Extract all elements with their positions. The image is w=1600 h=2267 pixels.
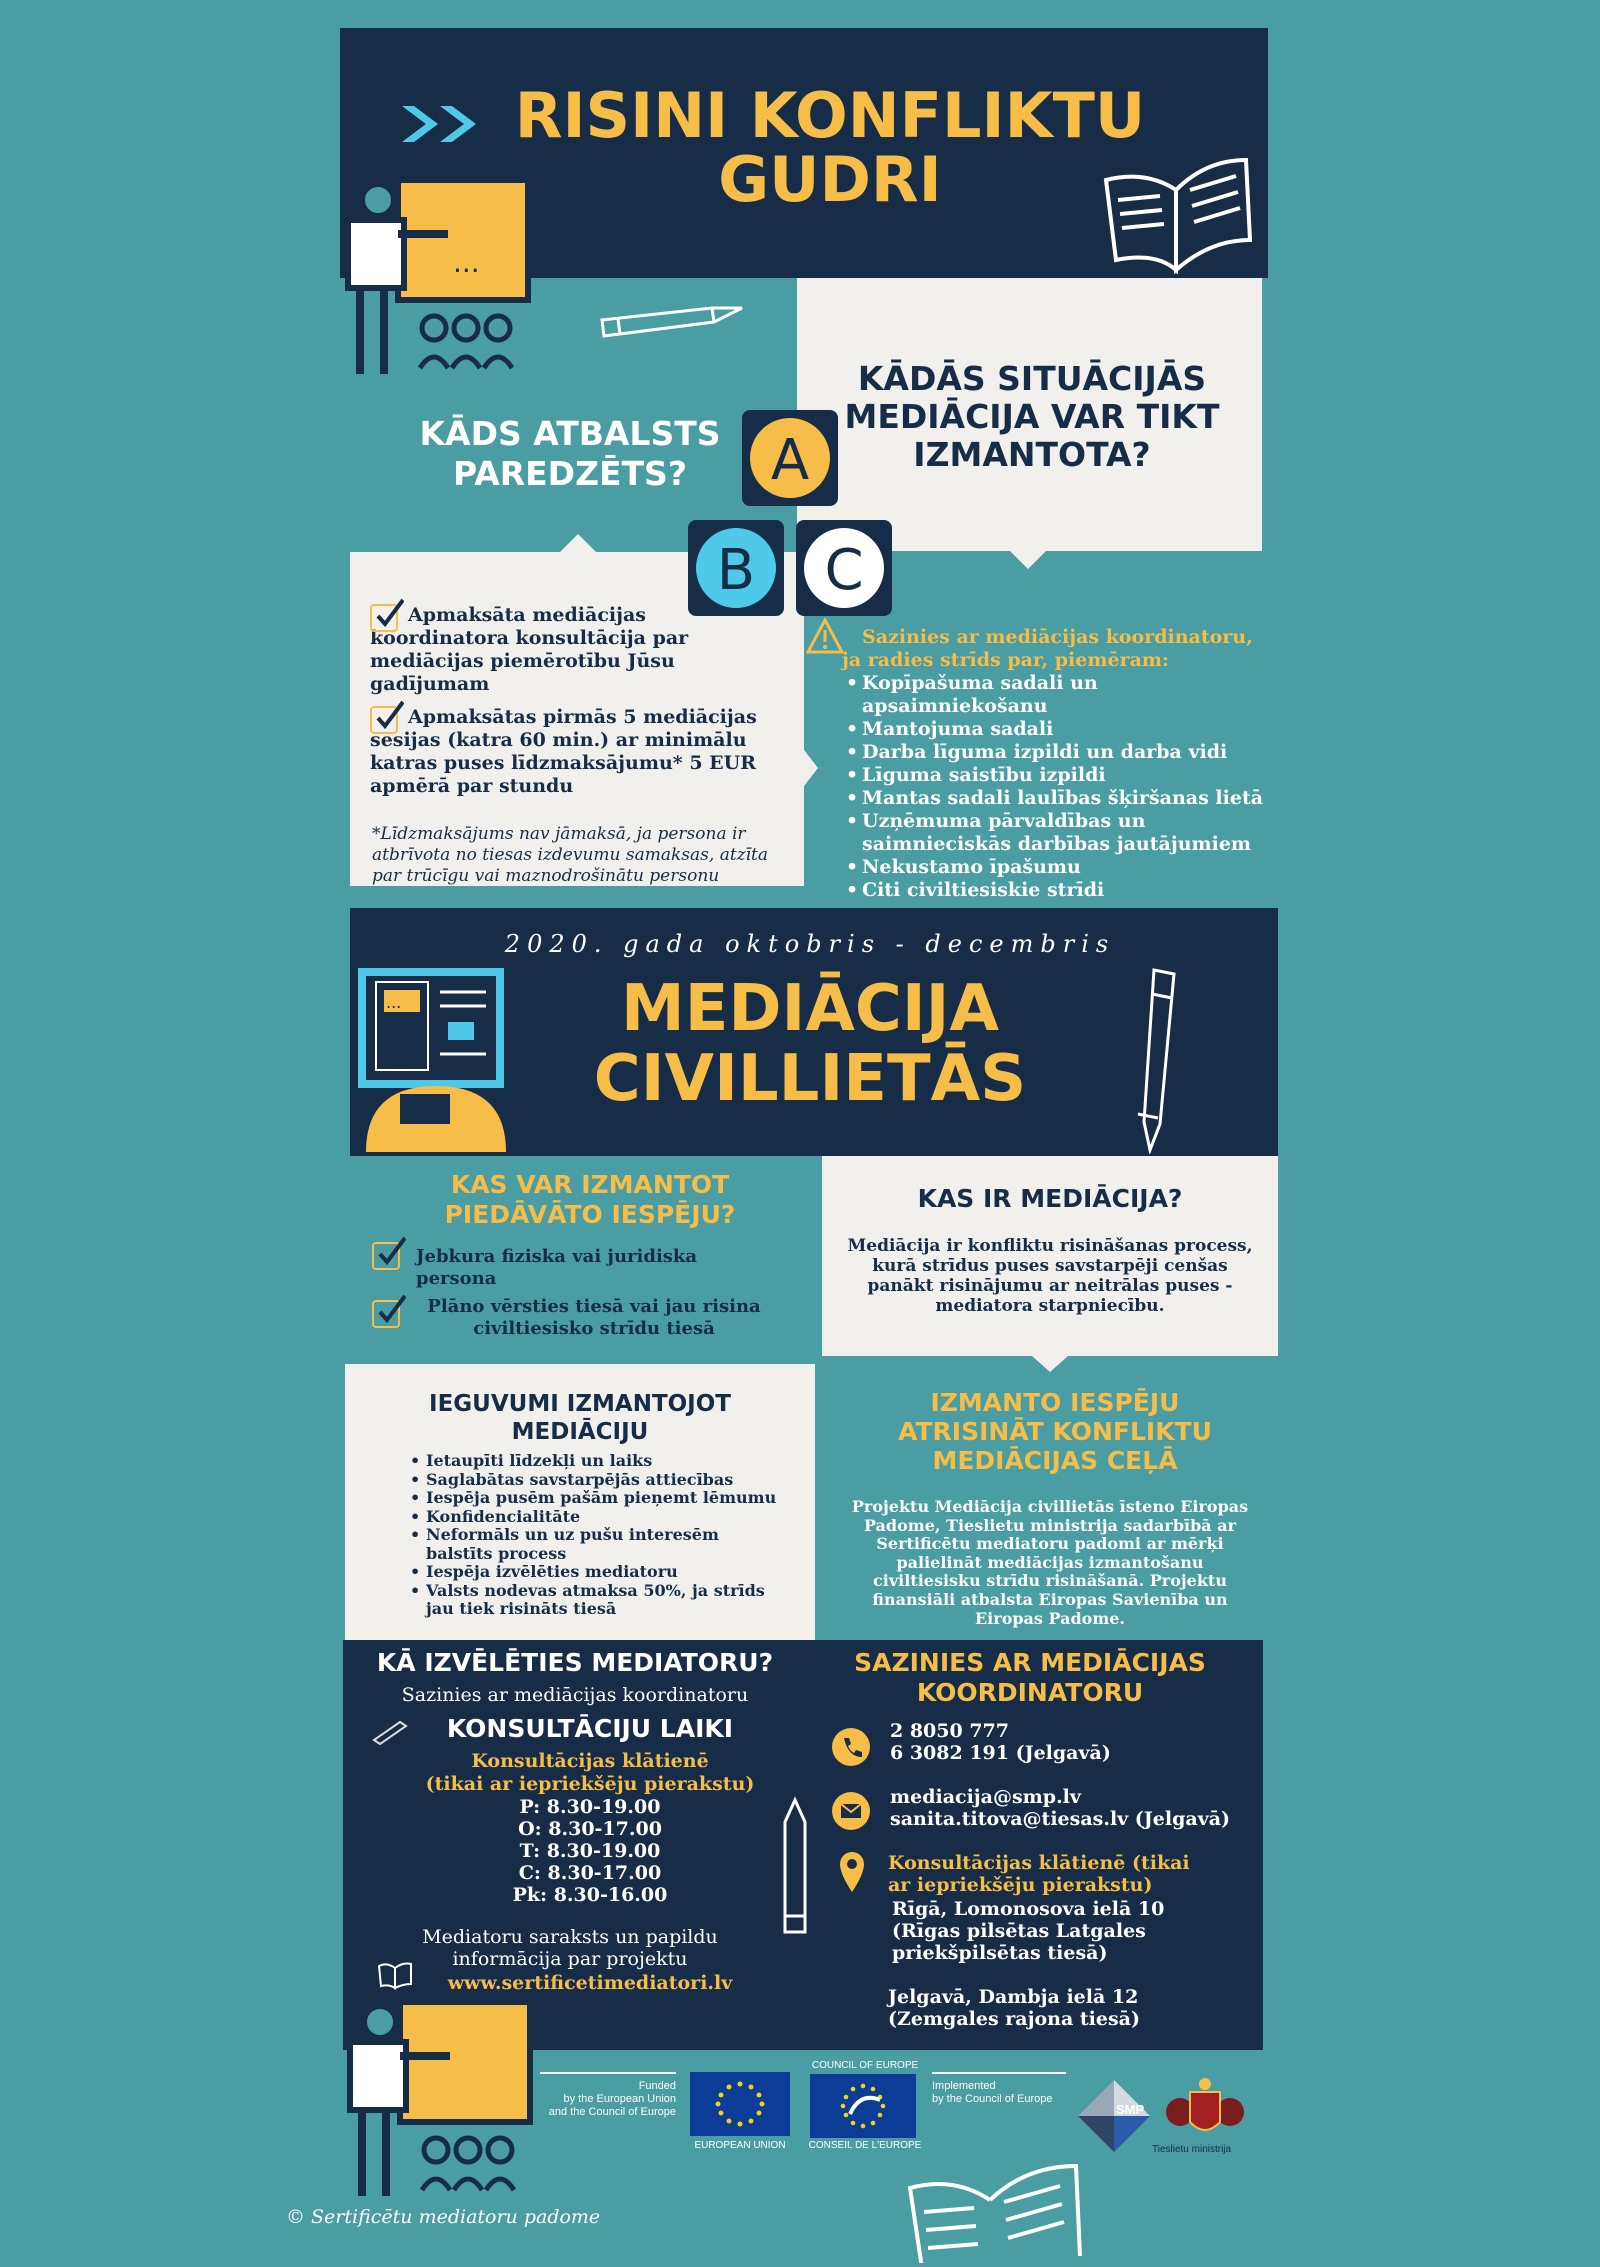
svg-text:...: ... bbox=[386, 993, 402, 1012]
checkmark-icon bbox=[372, 1242, 400, 1270]
hours-row: C: 8.30-17.00 bbox=[518, 1862, 662, 1884]
what-heading: KAS IR MEDIĀCIJA? bbox=[917, 1184, 1183, 1213]
checkmark-icon bbox=[370, 706, 398, 734]
list-item: • Saglabātas savstarpējās attiecības bbox=[426, 1471, 786, 1490]
situations-list bbox=[844, 672, 1282, 902]
choose-heading: KĀ IZVĒLĒTIES MEDIATORU? bbox=[376, 1648, 774, 1677]
page-title: RISINI KONFLIKTU GUDRI bbox=[514, 79, 1146, 216]
choose-sub: Sazinies ar mediācijas koordinatoru bbox=[401, 1684, 749, 1706]
list-item: • Darba līguma izpildi un darba vidi bbox=[862, 741, 1282, 764]
support-item-2: Apmaksātas pirmās 5 mediācijas sesijas (katra 60 min.) ar minimālu katras puses līdzmaksājumu* 5 EUR apmērā par stundu bbox=[370, 706, 785, 798]
checkmark-icon bbox=[370, 604, 398, 632]
who-item-2: Plāno vērsties tiesā vai jau risina civiltiesisko strīdu tiesā bbox=[372, 1296, 772, 1340]
list-item: • Kopīpašuma sadali un apsaimniekošanu bbox=[862, 672, 1282, 718]
list-item: • Uzņēmuma pārvaldības un saimnieciskās darbības jautājumiem bbox=[862, 810, 1282, 856]
hours-row: P: 8.30-19.00 bbox=[519, 1796, 661, 1818]
list-item: • Mantas sadali laulības šķiršanas lietā bbox=[862, 787, 1282, 810]
support-side-pointer bbox=[804, 750, 818, 786]
warning-icon bbox=[806, 618, 844, 658]
ministry-label: Tieslietu ministrija bbox=[1152, 2144, 1232, 2155]
email-addresses: mediacija@smp.lv sanita.titova@tiesas.lv (Jelgavā) bbox=[890, 1786, 1231, 1830]
who-item-1: Jebkura fiziska vai juridiska persona bbox=[372, 1246, 772, 1290]
letter-block-b: B bbox=[688, 520, 784, 616]
letter-block-c: C bbox=[796, 520, 892, 616]
smp-logo bbox=[1074, 2076, 1154, 2160]
hours-row: Pk: 8.30-16.00 bbox=[512, 1884, 668, 1906]
benefits-list bbox=[408, 1452, 786, 1619]
funded-text: Funded by the European Union and the Council of Europe bbox=[548, 2080, 676, 2118]
latvia-coat-of-arms bbox=[1160, 2070, 1250, 2152]
list-text: Mediatoru saraksts un papildu informācija par projektu bbox=[422, 1926, 718, 1970]
website-link[interactable]: www.sertificetimediatori.lv bbox=[447, 1972, 733, 1994]
hours-list bbox=[480, 1796, 700, 1906]
who-heading: KAS VAR IZMANTOT PIEDĀVĀTO IESPĒJU? bbox=[444, 1170, 736, 1229]
support-heading: KĀDS ATBALSTS PAREDZĒTS? bbox=[419, 414, 721, 493]
teacher-illustration-bottom bbox=[340, 2000, 540, 2204]
phone-numbers: 2 8050 777 6 3082 191 (Jelgavā) bbox=[890, 1720, 1111, 1764]
banner-title: MEDIĀCIJA CIVILLIETĀS bbox=[593, 972, 1027, 1116]
jelgava-address: Jelgavā, Dambja ielā 12 (Zemgales rajona tiesā) bbox=[888, 1986, 1140, 2030]
open-book-bottom-icon bbox=[900, 2150, 1100, 2267]
phone-icon bbox=[832, 1728, 870, 1766]
list-item: • Līguma saistību izpildi bbox=[862, 764, 1282, 787]
list-item: • Citi civiltiesiskie strīdi bbox=[862, 879, 1282, 902]
hours-row: T: 8.30-19.00 bbox=[519, 1840, 661, 1862]
svg-text:...: ... bbox=[453, 246, 480, 279]
implemented-text: Implemented by the Council of Europe bbox=[932, 2080, 1053, 2105]
email-icon bbox=[832, 1792, 870, 1830]
smp-label: SMP bbox=[1116, 2102, 1145, 2117]
open-book-icon bbox=[1096, 150, 1260, 284]
checkmark-icon bbox=[372, 1300, 400, 1328]
appointment-label: (tikai ar iepriekšēju pierakstu) bbox=[425, 1773, 755, 1795]
banner-date: 2020. gada oktobris - decembris bbox=[504, 930, 1116, 958]
list-item: • Ietaupīti līdzekļi un laiks bbox=[426, 1452, 786, 1471]
pen-icon bbox=[1124, 964, 1184, 1158]
list-item: • Nekustamo īpašumu bbox=[862, 856, 1282, 879]
coe-logo bbox=[810, 2074, 916, 2142]
reading-person-illustration bbox=[356, 958, 516, 1156]
benefits-heading: IEGUVUMI IZMANTOJOT MEDIĀCIJU bbox=[429, 1391, 731, 1445]
list-item: • Iespēja izvēlēties mediatoru bbox=[426, 1563, 786, 1582]
coe-bottom-label: CONSEIL DE L'EUROPE bbox=[808, 2140, 922, 2151]
use-text: Projektu Mediācija civillietās īsteno Eiropas Padome, Tieslietu ministrija sadarbībā ar Sertificētu mediatoru padomi ar mērķi palielināt mediācijas izmantošanu civiltiesisku strīdu risināšanā. Projektu finansiāli atbalsta Eiropas Savienība un Eiropas Padome. bbox=[851, 1497, 1249, 1628]
use-heading: IZMANTO IESPĒJU ATRISINĀT KONFLIKTU MEDIĀCIJAS CEĻĀ bbox=[898, 1388, 1212, 1475]
inperson-label: Konsultācijas klātienē bbox=[471, 1750, 709, 1772]
implemented-line bbox=[932, 2072, 1066, 2074]
support-pointer bbox=[560, 534, 596, 552]
what-text: Mediācija ir konfliktu risināšanas process, kurā strīdus puses savstarpēji cenšas panākt risinājumu ar neitrālas puses - mediatora starpniecību. bbox=[847, 1236, 1253, 1316]
pencil-icon bbox=[598, 302, 748, 346]
list-item: • Mantojuma sadali bbox=[862, 718, 1282, 741]
riga-address: Rīgā, Lomonosova ielā 10 (Rīgas pilsētas Latgales priekšpilsētas tiesā) bbox=[892, 1898, 1165, 1964]
contact-heading: SAZINIES AR MEDIĀCIJAS KOORDINATORU bbox=[854, 1648, 1206, 1707]
teacher-illustration bbox=[338, 178, 538, 382]
visit-label: Konsultācijas klātienē (tikai ar iepriekšēju pierakstu) bbox=[888, 1852, 1190, 1896]
list-item: • Konfidencialitāte bbox=[426, 1508, 786, 1527]
situations-heading: KĀDĀS SITUĀCIJĀS MEDIĀCIJA VAR TIKT IZMANTOTA? bbox=[844, 359, 1220, 474]
coe-top-label: COUNCIL OF EUROPE bbox=[811, 2060, 919, 2071]
support-item-1: Apmaksāta mediācijas koordinatora konsultācija par mediācijas piemērotību Jūsu gadījumam bbox=[370, 604, 785, 696]
pencil-vertical-icon bbox=[780, 1796, 810, 1950]
hours-row: O: 8.30-17.00 bbox=[518, 1818, 662, 1840]
list-item: • Valsts nodevas atmaksa 50%, ja strīds jau tiek risināts tiesā bbox=[426, 1582, 786, 1619]
funded-line bbox=[540, 2072, 676, 2074]
copyright: © Sertificētu mediatoru padome bbox=[286, 2206, 601, 2228]
hours-heading: KONSULTĀCIJU LAIKI bbox=[446, 1714, 734, 1743]
list-item: • Iespēja pusēm pašām pieņemt lēmumu bbox=[426, 1489, 786, 1508]
situations-intro: Sazinies ar mediācijas koordinatoru, ja radies strīds par, piemēram: bbox=[842, 626, 1253, 671]
what-pointer bbox=[1032, 1356, 1068, 1372]
eu-flag-logo bbox=[690, 2072, 790, 2150]
location-pin-icon bbox=[838, 1850, 866, 1898]
eu-label: EUROPEAN UNION bbox=[694, 2140, 786, 2151]
support-footnote: *Līdzmaksājums nav jāmaksā, ja persona ir atbrīvota no tiesas izdevumu samaksas, atzīta par trūcīgu vai maznodrošinātu personu bbox=[372, 824, 769, 886]
letter-block-a: A bbox=[742, 410, 838, 506]
list-item: • Neformāls un uz pušu interesēm balstīts process bbox=[426, 1526, 786, 1563]
situations-pointer bbox=[1010, 551, 1046, 569]
